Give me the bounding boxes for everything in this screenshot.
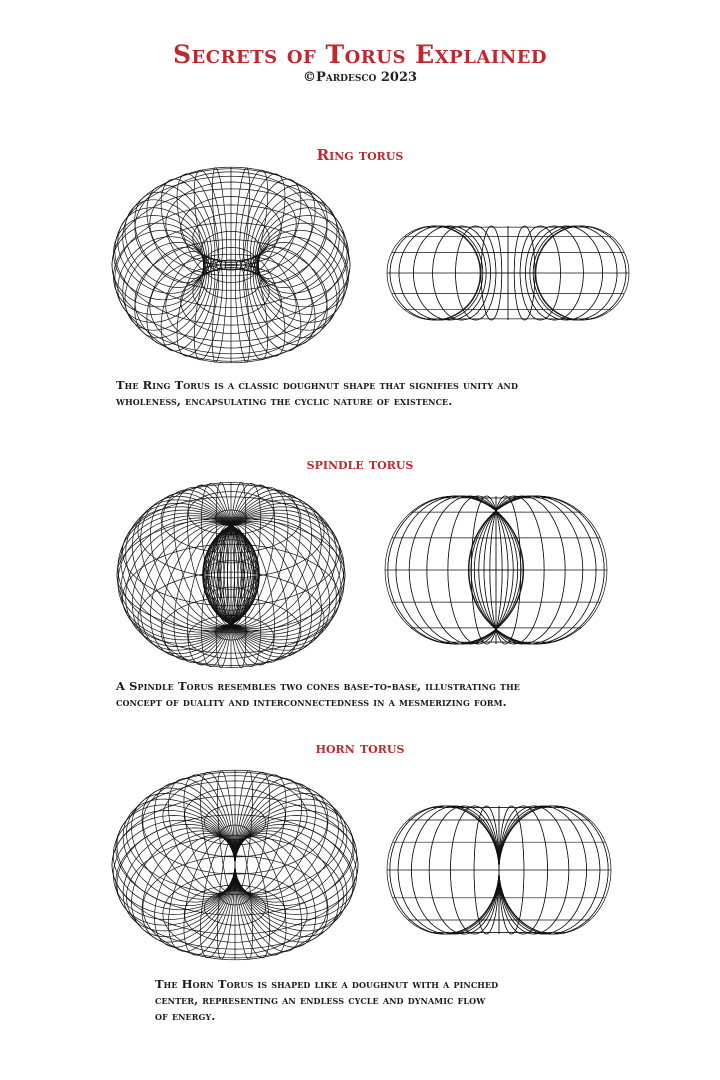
meridian-line	[256, 242, 338, 330]
caption-line: wholeness, encapsulating the cyclic nature of existence.	[116, 394, 453, 408]
spindle-torus-caption	[116, 678, 520, 710]
meridian-line	[235, 816, 358, 915]
meridian-line	[259, 223, 351, 307]
meridian-line	[250, 252, 315, 345]
horn-torus-heading: horn torus	[315, 739, 405, 757]
copyright-subtitle: ©Pardesco 2023	[302, 70, 418, 85]
horn-torus-side-diagram	[385, 804, 613, 936]
meridian-line	[256, 200, 338, 288]
ring-torus-heading: Ring torus	[316, 146, 404, 164]
ring-torus-perspective-diagram	[110, 165, 352, 365]
horn-torus-perspective-diagram	[110, 768, 360, 962]
ring-torus-side-diagram	[385, 224, 631, 322]
ring-torus-caption	[116, 377, 518, 409]
meridian-line	[125, 242, 207, 330]
caption-line: concept of duality and interconnectedness in a mesmerizing form.	[116, 695, 507, 709]
caption-line: A Spindle Torus resembles two cones base-to-base, illustrating the	[116, 679, 520, 693]
caption-line: The Ring Torus is a classic doughnut shape that signifies unity and	[116, 378, 519, 392]
meridian-line	[250, 185, 315, 278]
meridian-line	[112, 223, 204, 307]
spindle-torus-side-diagram	[383, 494, 609, 646]
caption-line: of energy.	[155, 1009, 216, 1023]
caption-line: The Horn Torus is shaped like a doughnut with a pinched	[155, 977, 499, 991]
page-title: Secrets of Torus Explained	[172, 40, 548, 69]
meridian-line	[112, 816, 235, 915]
meridian-line	[147, 185, 212, 278]
meridian-line	[125, 200, 207, 288]
caption-line: center, representing an endless cycle and dynamic flow	[155, 993, 486, 1007]
horn-torus-caption	[155, 976, 498, 1024]
spindle-torus-perspective-diagram	[115, 480, 347, 670]
meridian-line	[147, 252, 212, 345]
spindle-torus-heading: spindle torus	[306, 455, 414, 473]
